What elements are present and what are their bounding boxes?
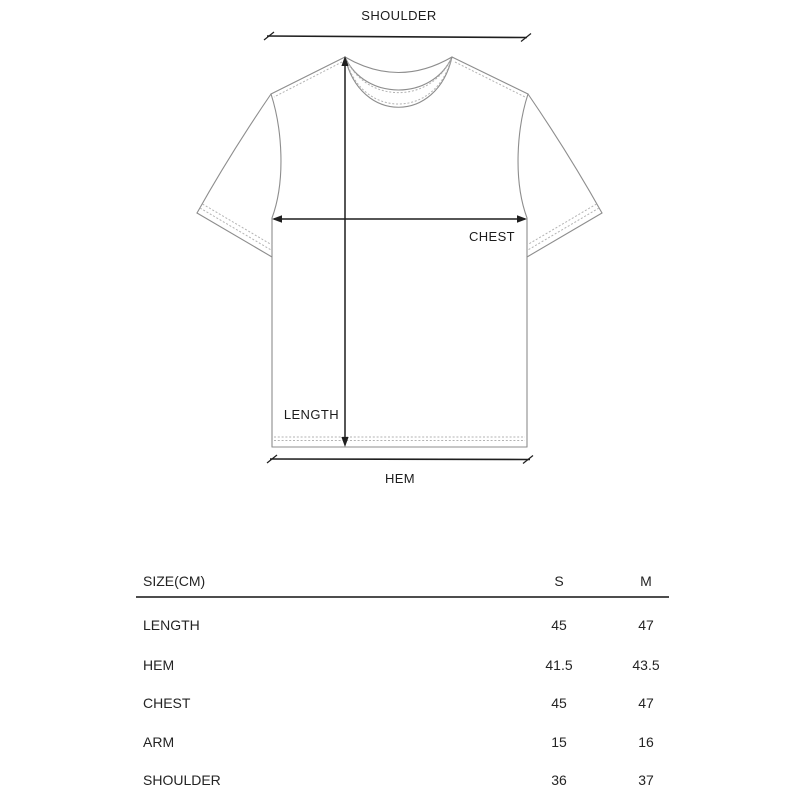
row-chest-value-s: 45 <box>551 695 567 711</box>
row-hem-label: HEM <box>143 657 175 673</box>
size-table-title: SIZE(CM) <box>143 573 206 589</box>
row-arm-value-m: 16 <box>638 734 654 750</box>
length-label: LENGTH <box>283 407 339 422</box>
row-chest-value-m: 47 <box>638 695 654 711</box>
table-divider <box>136 596 669 598</box>
row-hem-value-m: 43.5 <box>632 657 660 673</box>
row-hem-value-s: 41.5 <box>545 657 573 673</box>
row-shoulder-label: SHOULDER <box>143 772 221 788</box>
chest-label: CHEST <box>468 229 515 244</box>
row-length-value-m: 47 <box>638 617 654 633</box>
row-shoulder-value-m: 37 <box>638 772 654 788</box>
row-length-label: LENGTH <box>143 617 200 633</box>
size-column-header-s: S <box>554 573 564 589</box>
row-arm-label: ARM <box>143 734 175 750</box>
row-chest-label: CHEST <box>143 695 191 711</box>
row-length-value-s: 45 <box>551 617 567 633</box>
shoulder-label: SHOULDER <box>361 8 437 23</box>
hem-label: HEM <box>384 471 416 486</box>
row-arm-value-s: 15 <box>551 734 567 750</box>
size-column-header-m: M <box>640 573 652 589</box>
row-shoulder-value-s: 36 <box>551 772 567 788</box>
